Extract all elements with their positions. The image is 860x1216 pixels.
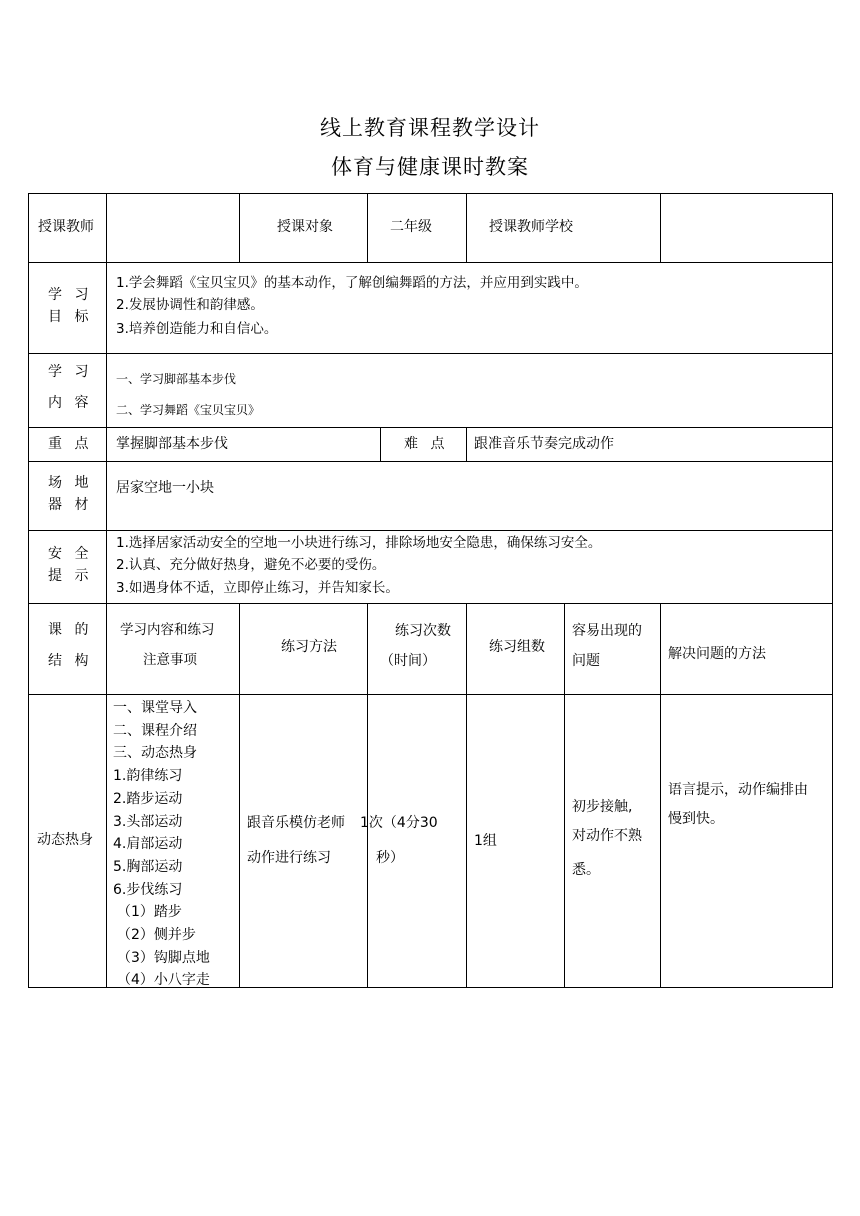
column-divider [380, 427, 381, 462]
structure-label-1: 课 的 [48, 622, 93, 638]
warmup-solution-1: 语言提示，动作编排由 [668, 782, 808, 798]
venue-value: 居家空地一小块 [116, 480, 214, 496]
column-divider [367, 193, 368, 263]
column-divider [564, 603, 565, 988]
col-problems-header-1: 容易出现的 [572, 623, 642, 639]
warmup-content-line: 一、课堂导入 [113, 700, 197, 716]
safety-item: 3.如遇身体不适，立即停止练习，并告知家长。 [116, 580, 399, 596]
col-problems-header-2: 问题 [572, 653, 600, 669]
content-label-2: 内 容 [48, 395, 93, 411]
goal-item: 1.学会舞蹈《宝贝宝贝》的基本动作，了解创编舞蹈的方法，并应用到实践中。 [116, 275, 588, 291]
row-divider [28, 262, 833, 263]
difficulty-value: 跟准音乐节奏完成动作 [474, 436, 614, 452]
column-divider [239, 603, 240, 988]
warmup-content-line: 4.肩部运动 [113, 836, 183, 853]
focus-value: 掌握脚部基本步伐 [116, 436, 228, 452]
structure-label-2: 结 构 [48, 653, 93, 669]
safety-label-1: 安 全 [48, 546, 93, 562]
table-border-top [28, 193, 833, 194]
warmup-solution-2: 慢到快。 [668, 811, 724, 827]
content-item: 二、学习舞蹈《宝贝宝贝》 [116, 403, 261, 417]
row-divider [28, 603, 833, 604]
col-solution-header: 解决问题的方法 [668, 646, 766, 662]
warmup-label: 动态热身 [37, 832, 93, 848]
row-divider [28, 530, 833, 531]
column-divider [466, 603, 467, 988]
col-method-header: 练习方法 [281, 639, 337, 655]
warmup-content-line: （1）踏步 [117, 904, 182, 921]
row-divider [28, 461, 833, 462]
difficulty-label: 难 点 [404, 436, 449, 452]
teacher-label: 授课教师 [38, 219, 94, 235]
content-label-1: 学 习 [48, 364, 93, 380]
column-divider [367, 603, 368, 988]
col-sets-header: 练习组数 [489, 639, 545, 655]
audience-value: 二年级 [390, 219, 432, 235]
warmup-count-1: 1次（4分30 [360, 815, 438, 831]
col-content-header-2: 注意事项 [143, 652, 197, 668]
audience-label: 授课对象 [277, 219, 333, 235]
warmup-content-line: 三、动态热身 [113, 745, 197, 762]
table-border-left [28, 193, 29, 988]
warmup-method-2: 动作进行练习 [247, 850, 331, 866]
row-divider [28, 427, 833, 428]
warmup-sets: 1组 [474, 833, 497, 849]
warmup-content-line: 二、课程介绍 [113, 722, 197, 739]
warmup-method-1: 跟音乐模仿老师 [247, 815, 345, 831]
table-border-right [832, 193, 833, 988]
warmup-content-line: 5.胸部运动 [113, 858, 183, 875]
column-divider [106, 193, 107, 988]
warmup-content-line: 2.踏步运动 [113, 790, 183, 807]
goal-item: 3.培养创造能力和自信心。 [116, 321, 278, 337]
focus-label: 重 点 [48, 436, 93, 452]
warmup-content-line: （3）钩脚点地 [117, 949, 210, 966]
warmup-problems-3: 悉。 [572, 862, 600, 878]
warmup-content-line: 1.韵律练习 [113, 768, 183, 785]
warmup-count-2: 秒） [376, 850, 404, 866]
row-divider [28, 694, 833, 695]
col-count-header-1: 练习次数 [395, 623, 451, 639]
column-divider [466, 427, 467, 462]
warmup-content-line: 6.步伐练习 [113, 881, 183, 898]
column-divider [660, 193, 661, 263]
col-count-header-2: （时间） [380, 653, 436, 669]
safety-label-2: 提 示 [48, 568, 93, 584]
warmup-problems-1: 初步接触, [572, 799, 633, 815]
safety-item: 1.选择居家活动安全的空地一小块进行练习，排除场地安全隐患，确保练习安全。 [116, 535, 602, 551]
school-label: 授课教师学校 [489, 219, 573, 235]
goal-item: 2.发展协调性和韵律感。 [116, 297, 264, 313]
goals-label-2: 目 标 [48, 309, 93, 325]
content-item: 一、学习脚部基本步伐 [116, 372, 237, 386]
column-divider [239, 193, 240, 263]
column-divider [466, 193, 467, 263]
warmup-content-list [113, 697, 210, 992]
safety-item: 2.认真、充分做好热身，避免不必要的受伤。 [116, 557, 386, 573]
venue-label-2: 器 材 [48, 497, 93, 513]
warmup-content-line: 3.头部运动 [113, 813, 183, 830]
goals-label-1: 学 习 [48, 287, 93, 303]
warmup-content-line: （4）小八字走 [117, 972, 210, 989]
warmup-problems-2: 对动作不熟 [572, 828, 642, 844]
document-title: 线上教育课程教学设计 [320, 116, 540, 140]
document-subtitle: 体育与健康课时教案 [331, 155, 529, 179]
col-content-header-1: 学习内容和练习 [120, 622, 215, 638]
column-divider [660, 603, 661, 988]
venue-label-1: 场 地 [48, 475, 93, 491]
row-divider [28, 353, 833, 354]
warmup-content-line: （2）侧并步 [117, 927, 196, 944]
